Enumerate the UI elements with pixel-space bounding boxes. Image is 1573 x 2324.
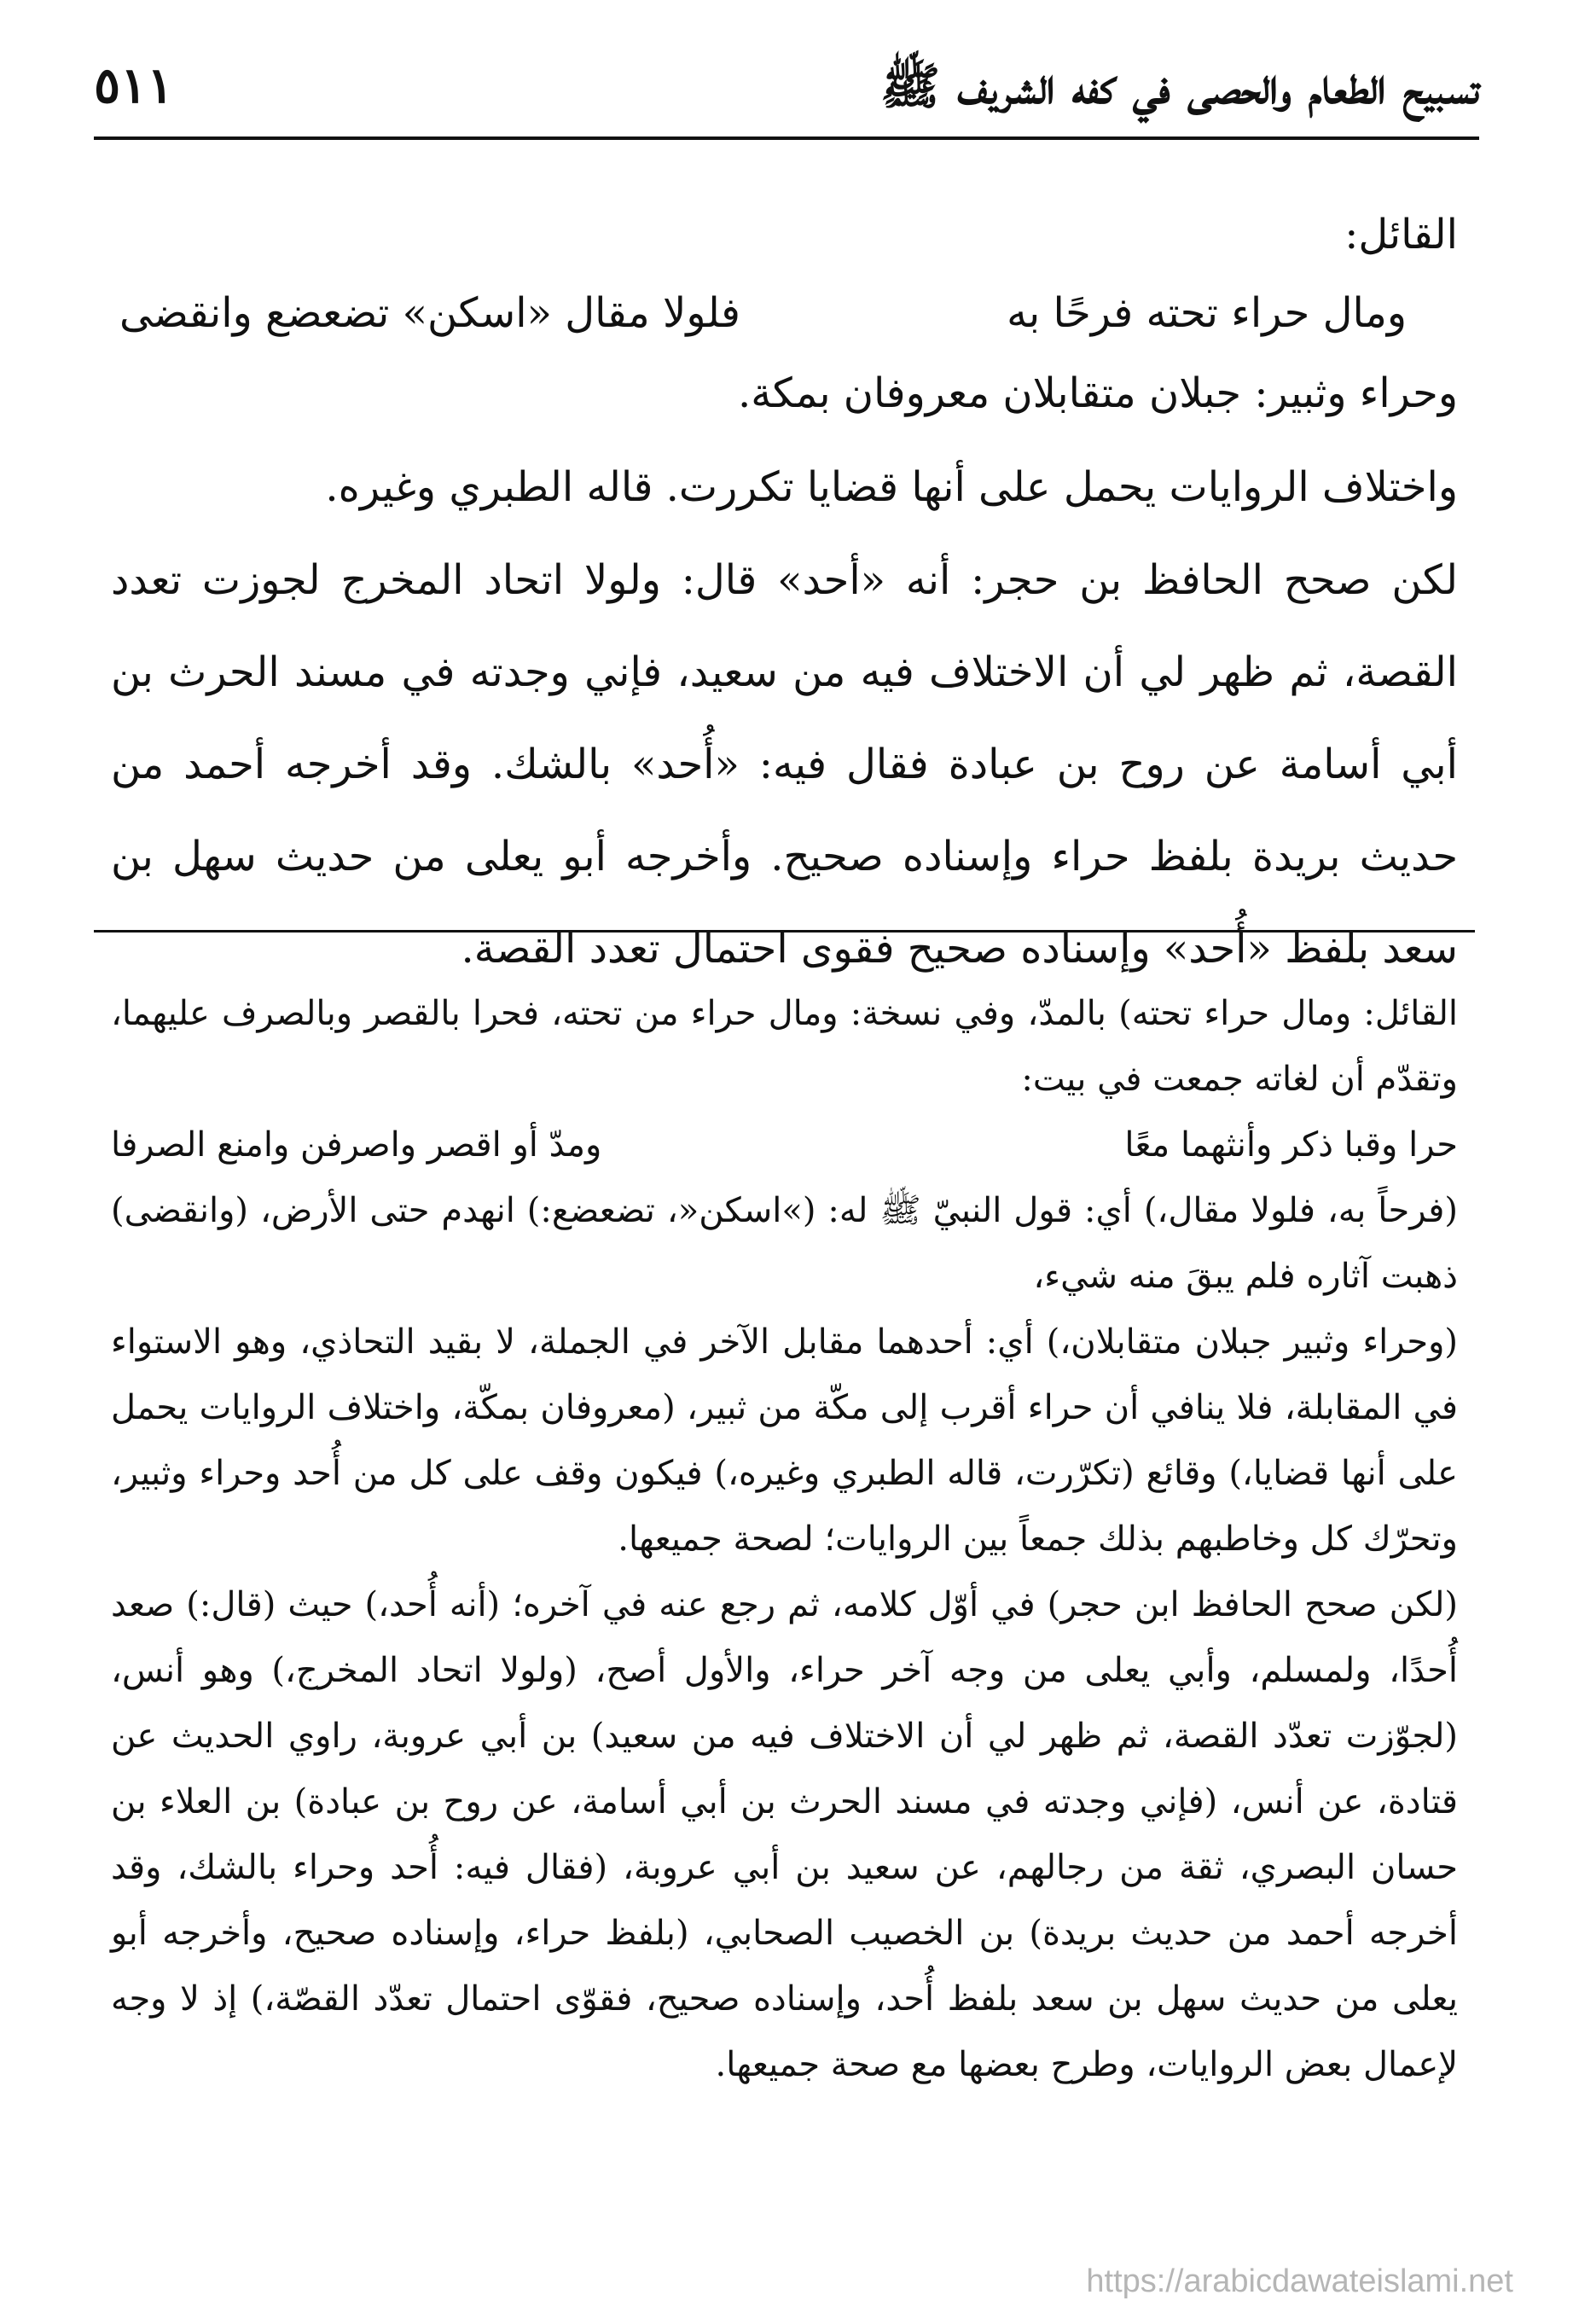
main-paragraph-2: واختلاف الروايات يحمل على أنها قضايا تكررت. قاله الطبري وغيره.: [325, 463, 1458, 511]
commentary-verse: [111, 1113, 1458, 1178]
commentary-paragraph-3: (وحراء وثبير جبلان متقابلان،) أي: أحدهما مقابل الآخر في الجملة، لا بقيد التحاذي، وهو الاستواء في المقابلة، فلا ينافي أن حراء أقرب إلى مكّة من ثبير، (معروفان بمكّة، واختلاف الروايات يحمل على أنها قضايا،) وقائع (تكرّرت، قاله الطبري وغيره،) فيكون وقف على كل من أُحد وحراء وثبير، وتحرّك كل وخاطبهم بذلك جمعاً بين الروايات؛ لصحة جميعها.: [111, 1322, 1458, 1559]
commentary-paragraph-1: القائل: ومال حراء تحته) بالمدّ، وفي نسخة: ومال حراء من تحته، فحرا بالقصر وبالصرف عليهما، وتقدّم أن لغاته جمعت في بيت:: [111, 994, 1458, 1099]
verse-second-hemistich: فلولا مقال «اسكن» تضعضع وانقضى: [119, 289, 740, 337]
running-title: تسبيح الطعام والحصى في كفه الشريف ﷺ: [880, 57, 1479, 115]
main-paragraph-1: وحراء وثبير: جبلان متقابلان معروفان بمكة.: [737, 369, 1458, 417]
commentary-paragraph-4: (لكن صحح الحافظ ابن حجر) في أوّل كلامه، ثم رجع عنه في آخره؛ (أنه أُحد،) حيث (قال:) صعد أُحدًا، ولمسلم، وأبي يعلى من وجه آخر حراء، والأول أصح، (ولولا اتحاد المخرج،) وهو أنس، (لجوّزت تعدّد القصة، ثم ظهر لي أن الاختلاف فيه من سعيد) بن أبي عروبة، راوي الحديث عن قتادة، عن أنس، (فإني وجدته في مسند الحرث بن أبي أسامة، عن روح بن عبادة) بن العلاء بن حسان البصري، ثقة من رجالهم، عن سعيد بن أبي عروبة، (فقال فيه: أُحد وحراء بالشك، وقد أخرجه أحمد من حديث بريدة) بن الخصيب الصحابي، (بلفظ حراء، وإسناده صحيح، وأخرجه أبو يعلى من حديث سهل بن سعد بلفظ أُحد، وإسناده صحيح، فقوّى احتمال تعدّد القصّة،) إذ لا وجه لإعمال بعض الروايات، وطرح بعضها مع صحة جميعها.: [111, 1585, 1458, 2084]
section-divider: [94, 930, 1475, 933]
commentary-paragraph-2: (فرحاً به، فلولا مقال،) أي: قول النبيّ ﷺ له: (»اسكن«، تضعضع:) انهدم حتى الأرض، (وانقضى) ذهبت آثاره فلم يبقَ منه شيء،: [111, 1191, 1458, 1296]
speaker-label: القائل:: [1344, 211, 1458, 259]
poem-verse: [111, 280, 1458, 346]
commentary-text: [111, 981, 1458, 2098]
watermark-url: https://arabicdawateislami.net: [1086, 2263, 1513, 2299]
page-number: ٥١١: [94, 56, 174, 114]
main-paragraph-3: لكن صحح الحافظ بن حجر: أنه «أحد» قال: ولولا اتحاد المخرج لجوزت تعدد القصة، ثم ظهر لي أن الاختلاف فيه من سعيد، فإني وجدته في مسند الحرث بن أبي أسامة عن روح بن عبادة فقال فيه: «أُحد» بالشك. وقد أخرجه أحمد من حديث بريدة بلفظ حراء وإسناده صحيح. وأخرجه أبو يعلى من حديث سهل بن سعد بلفظ «أُحد» وإسناده صحيح فقوى احتمال تعدد القصة.: [111, 556, 1458, 973]
commentary-verse-second: ومدّ أو اقصر واصرفن وامنع الصرفا: [111, 1125, 602, 1165]
page-header: [94, 51, 1479, 140]
main-text: [111, 205, 1458, 995]
commentary-verse-first: حرا وقبا ذكر وأنثهما معًا: [1124, 1125, 1458, 1165]
verse-first-hemistich: ومال حراء تحته فرحًا به: [1007, 289, 1407, 337]
